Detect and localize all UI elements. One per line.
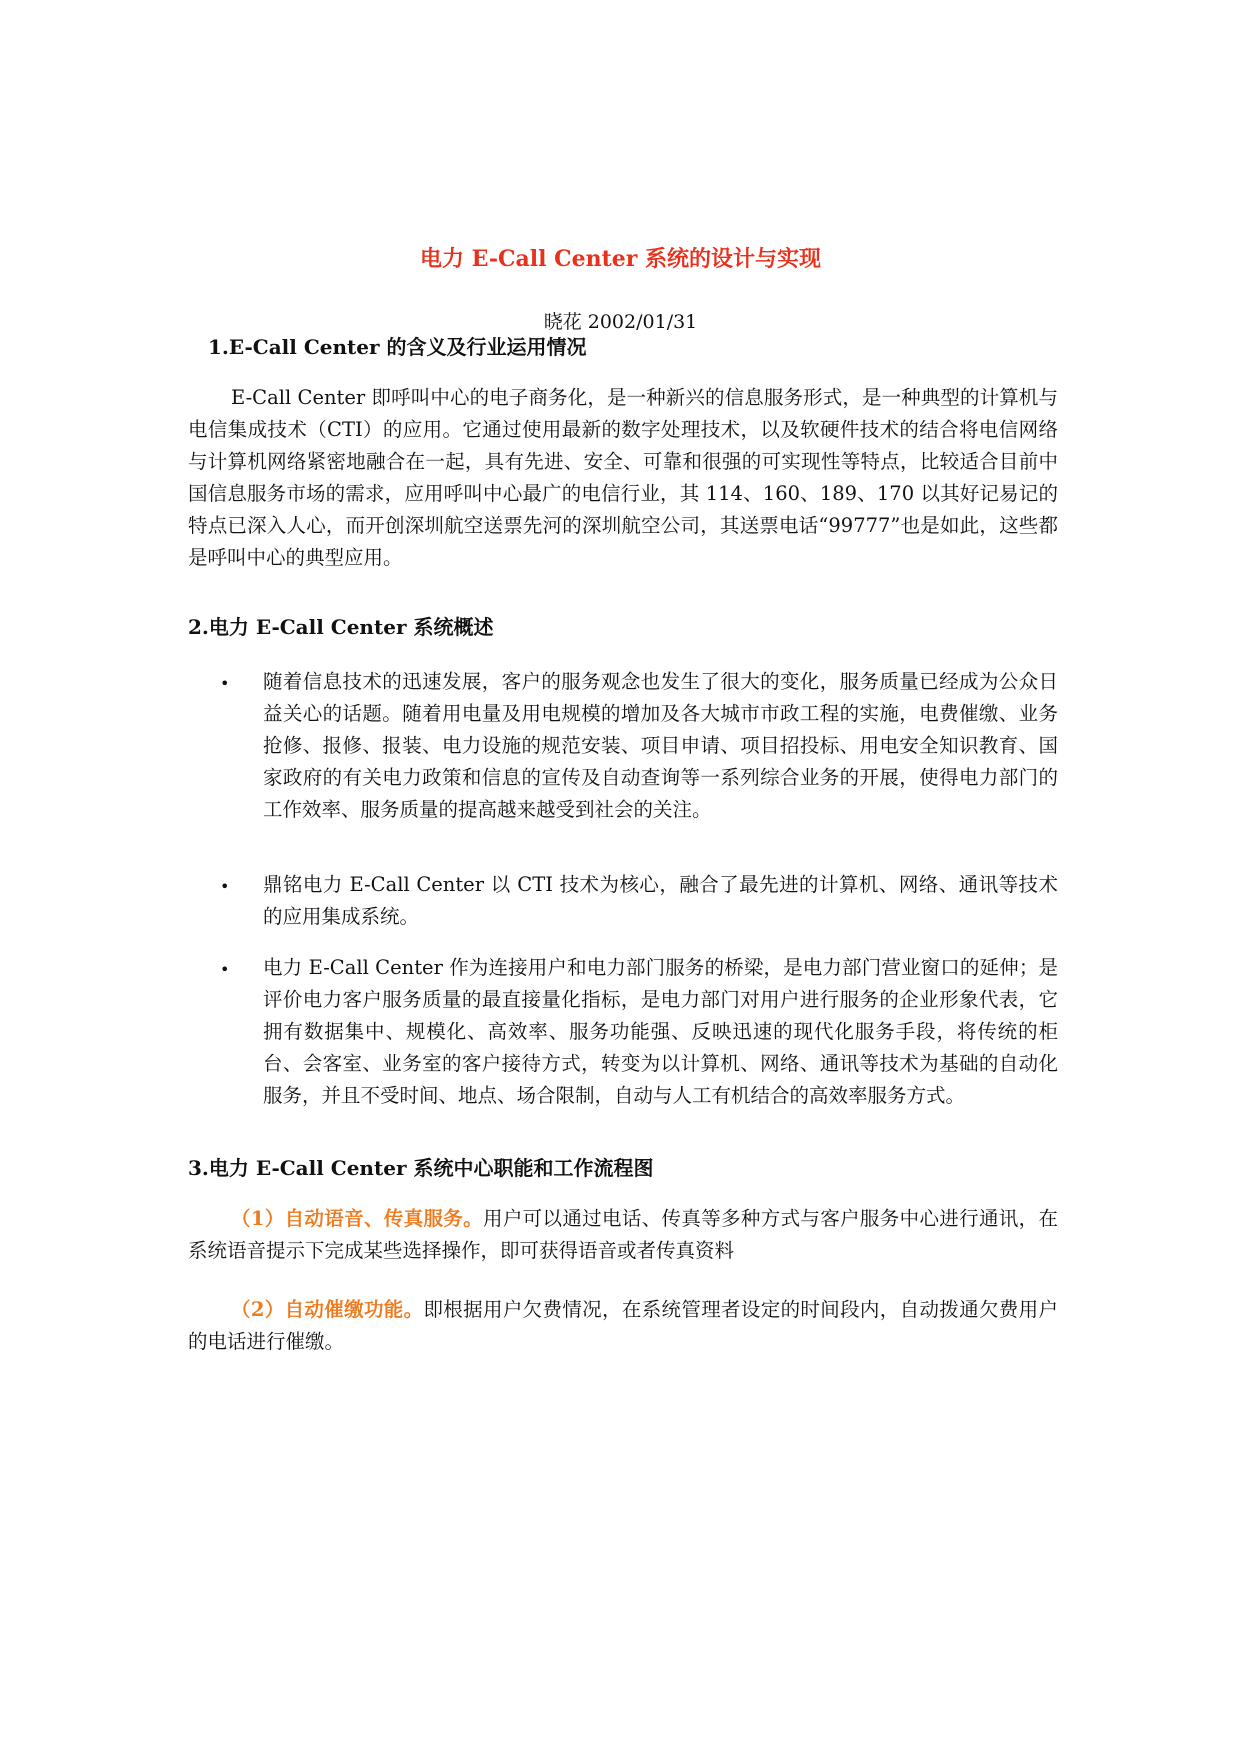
function-item-1-text: 用户可以通过电话、传真等多种方式与客户服务中心进行通讯，在系统语音提示下完成某些选择操作，即可获得语音或者传真资料 (188, 1207, 1058, 1262)
author-date: 晓花 2002/01/31 (543, 311, 698, 333)
bullet-marker: • (220, 960, 230, 979)
bullet-item-2: 鼎铭电力 E-Call Center 以 CTI 技术为核心，融合了最先进的计算机、网络、通讯等技术的应用集成系统。 (263, 873, 1058, 928)
section-1-paragraph: E-Call Center 即呼叫中心的电子商务化，是一种新兴的信息服务形式，是一种典型的计算机与电信集成技术（CTI）的应用。它通过使用最新的数字处理技术，以及软硬件技术的结合将电信网络与计算机网络紧密地融合在一起，具有先进、安全、可靠和很强的可实现性等特点，比较适合目前中国信息服务市场的需求，应用呼叫中心最广的电信行业，其 114、160、189、170 以其好记易记的特点已深入人心，而开创深圳航空送票先河的深圳航空公司，其送票电话“99777”也是如此，这些都是呼叫中心的典型应用。 (188, 386, 1058, 569)
bullet-marker: • (220, 877, 230, 896)
section-1-heading: 1.E-Call Center 的含义及行业运用情况 (208, 335, 587, 359)
function-item-2-label: （2）自动催缴功能。 (231, 1298, 424, 1321)
function-item-2 (188, 1294, 1058, 1358)
section-3-heading: 3.电力 E-Call Center 系统中心职能和工作流程图 (188, 1156, 654, 1180)
section-2-heading: 2.电力 E-Call Center 系统概述 (188, 615, 494, 639)
function-item-2-text: 即根据用户欠费情况，在系统管理者设定的时间段内，自动拨通欠费用户的电话进行催缴。 (188, 1298, 1058, 1353)
bullet-item-1: 随着信息技术的迅速发展，客户的服务观念也发生了很大的变化，服务质量已经成为公众日益关心的话题。随着用电量及用电规模的增加及各大城市市政工程的实施，电费催缴、业务抢修、报修、报装、电力设施的规范安装、项目申请、项目招投标、用电安全知识教育、国家政府的有关电力政策和信息的宣传及自动查询等一系列综合业务的开展，使得电力部门的工作效率、服务质量的提高越来越受到社会的关注。 (263, 670, 1058, 821)
function-item-1 (188, 1203, 1058, 1267)
bullet-marker: • (220, 674, 230, 693)
function-item-1-label: （1）自动语音、传真服务。 (231, 1207, 483, 1230)
document-title: 电力 E-Call Center 系统的设计与实现 (419, 246, 822, 272)
bullet-item-3: 电力 E-Call Center 作为连接用户和电力部门服务的桥梁，是电力部门营业窗口的延伸；是评价电力客户服务质量的最直接量化指标，是电力部门对用户进行服务的企业形象代表，它拥有数据集中、规模化、高效率、服务功能强、反映迅速的现代化服务手段，将传统的柜台、会客室、业务室的客户接待方式，转变为以计算机、网络、通讯等技术为基础的自动化服务，并且不受时间、地点、场合限制，自动与人工有机结合的高效率服务方式。 (263, 956, 1058, 1107)
